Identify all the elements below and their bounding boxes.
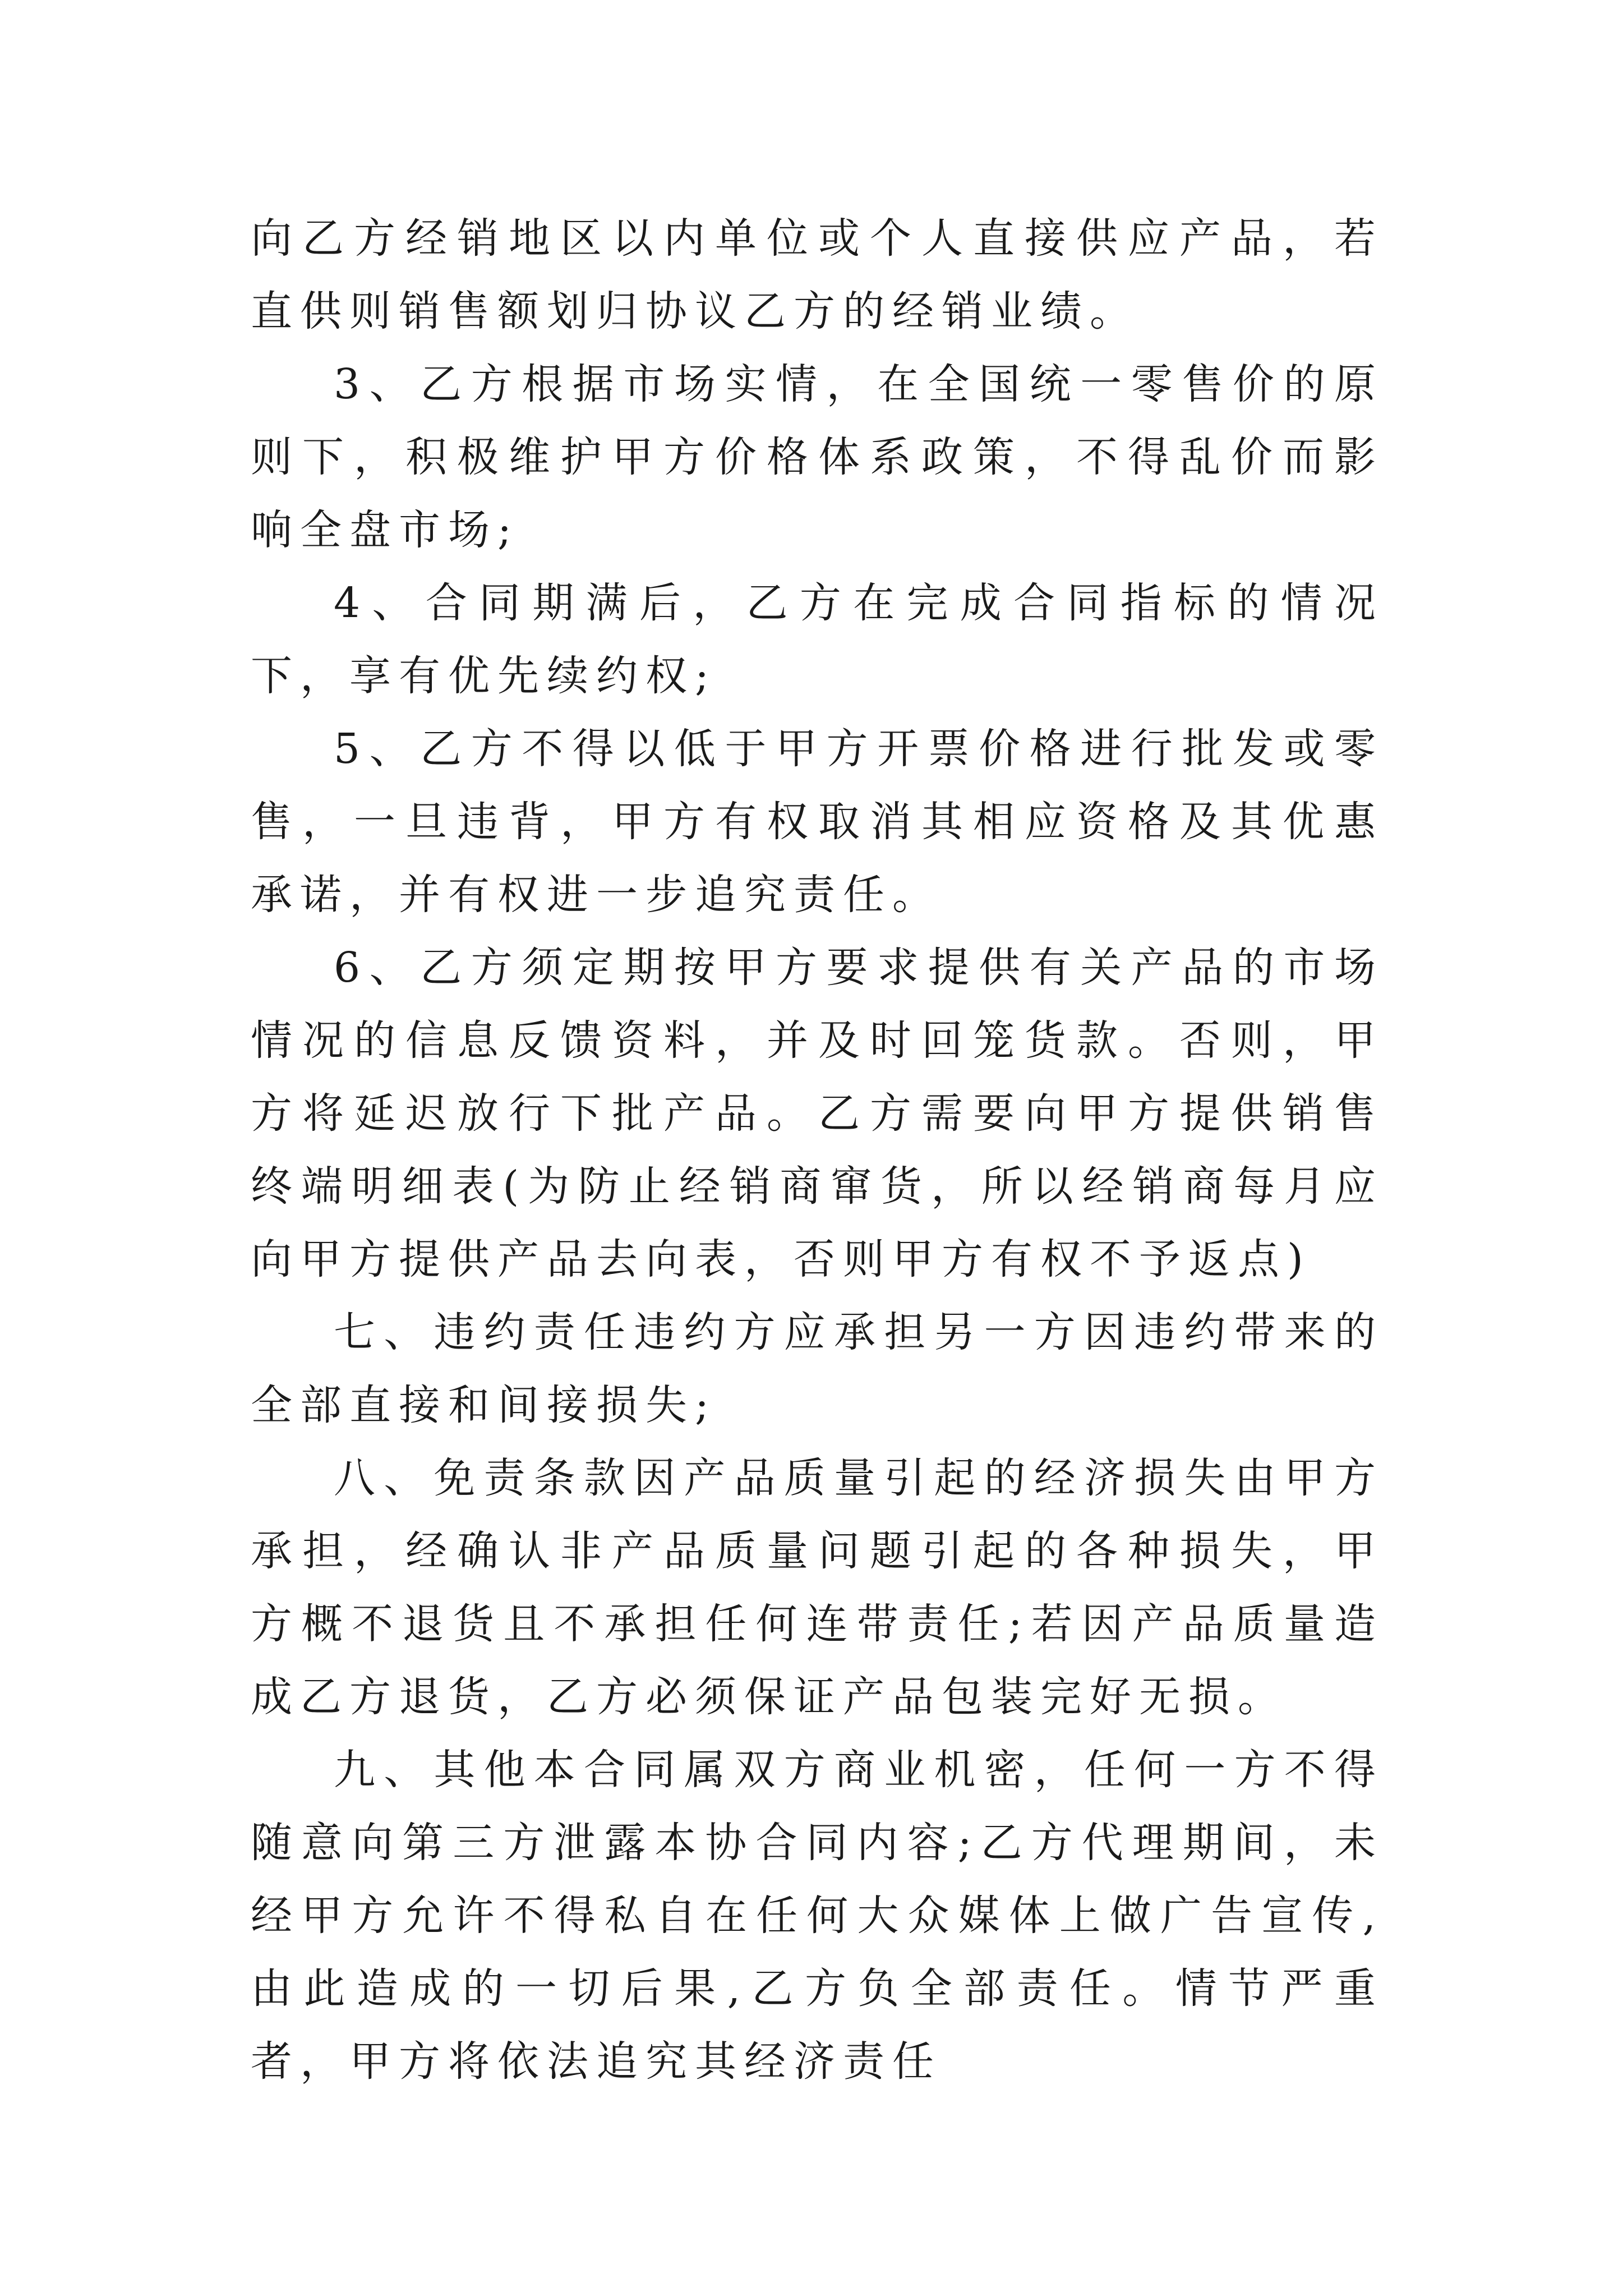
- paragraph-section-9-other: 九、其他本合同属双方商业机密，任何一方不得随意向第三方泄露本协合同内容;乙方代理期间，未经甲方允许不得私自在任何大众媒体上做广告宣传,由此造成的一切后果,乙方负全部责任。情节严重者，甲方将依法追究其经济责任: [251, 1746, 1384, 2086]
- paragraph-clause-4: 4、合同期满后，乙方在完成合同指标的情况下，享有优先续约权;: [251, 579, 1384, 700]
- paragraph-continuation: 向乙方经销地区以内单位或个人直接供应产品，若直供则销售额划归协议乙方的经销业绩。: [251, 214, 1384, 335]
- paragraph-section-8-exemption: 八、免责条款因产品质量引起的经济损失由甲方承担，经确认非产品质量问题引起的各种损失，甲方概不退货且不承担任何连带责任;若因产品质量造成乙方退货，乙方必须保证产品包装完好无损。: [251, 1454, 1384, 1721]
- paragraph-clause-5: 5、乙方不得以低于甲方开票价格进行批发或零售，一旦违背，甲方有权取消其相应资格及其优惠承诺，并有权进一步追究责任。: [251, 725, 1384, 919]
- paragraph-clause-6: 6、乙方须定期按甲方要求提供有关产品的市场情况的信息反馈资料，并及时回笼货款。否则，甲方将延迟放行下批产品。乙方需要向甲方提供销售终端明细表(为防止经销商窜货，所以经销商每月应向甲方提供产品去向表，否则甲方有权不予返点): [251, 944, 1384, 1283]
- paragraph-clause-3: 3、乙方根据市场实情，在全国统一零售价的原则下，积极维护甲方价格体系政策，不得乱价而影响全盘市场;: [251, 360, 1384, 554]
- document-body: [251, 202, 1384, 2098]
- paragraph-section-7-liability: 七、违约责任违约方应承担另一方因违约带来的全部直接和间接损失;: [251, 1308, 1384, 1429]
